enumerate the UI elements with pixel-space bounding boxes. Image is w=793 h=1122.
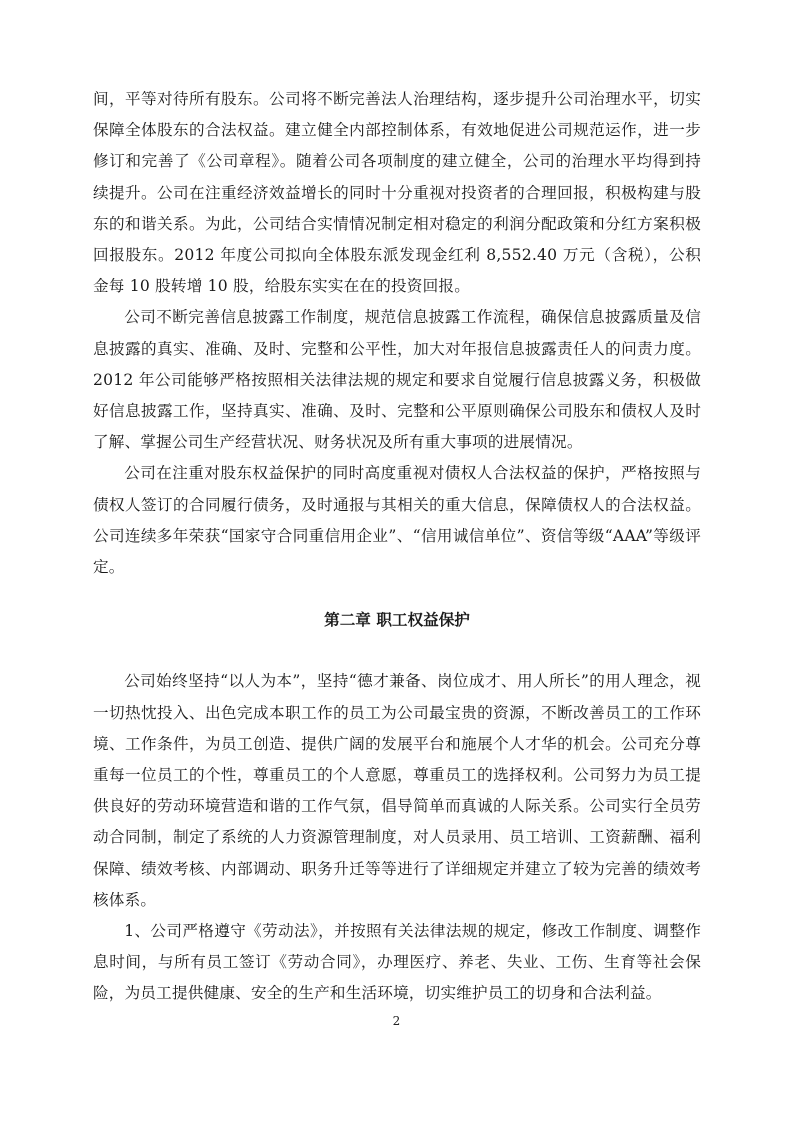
document-page [93, 84, 701, 1010]
paragraph-people-oriented: 公司始终坚持“以人为本”，坚持“德才兼备、岗位成才、用人所长”的用人理念，视一切热忱投入、出色完成本职工作的员工为公司最宝贵的资源，不断改善员工的工作环境、工作条件，为员工创造、提供广阔的发展平台和施展个人才华的机会。公司充分尊重每一位员工的个性，尊重员工的个人意愿，尊重员工的选择权利。公司努力为员工提供良好的劳动环境营造和谐的工作气氛，倡导简单而真诚的人际关系。公司实行全员劳动合同制，制定了系统的人力资源管理制度，对人员录用、员工培训、工资薪酬、福利保障、绩效考核、内部调动、职务升迁等等进行了详细规定并建立了较为完善的绩效考核体系。 [93, 672, 701, 909]
paragraph-labor-law: 1、公司严格遵守《劳动法》，并按照有关法律法规的规定，修改工作制度、调整作息时间，与所有员工签订《劳动合同》，办理医疗、养老、失业、工伤、生育等社会保险，为员工提供健康、安全的生产和生活环境，切实维护员工的切身和合法利益。 [93, 922, 701, 1003]
paragraph-shareholder-equality: 间，平等对待所有股东。公司将不断完善法人治理结构，逐步提升公司治理水平，切实保障全体股东的合法权益。建立健全内部控制体系，有效地促进公司规范运作，进一步修订和完善了《公司章程》。随着公司各项制度的建立健全，公司的治理水平均得到持续提升。公司在注重经济效益增长的同时十分重视对投资者的合理回报，积极构建与股东的和谐关系。为此，公司结合实情情况制定相对稳定的利润分配政策和分红方案积极回报股东。2012 年度公司拟向全体股东派发现金红利 8,552.40 万元（含税），公积金每 10 股转增 10 股，给股东实实在在的投资回报。 [93, 90, 701, 296]
paragraph-information-disclosure: 公司不断完善信息披露工作制度，规范信息披露工作流程，确保信息披露质量及信息披露的真实、准确、及时、完整和公平性，加大对年报信息披露责任人的问责力度。2012 年公司能够严格按照相关法律法规的规定和要求自觉履行信息披露义务，积极做好信息披露工作，坚持真实、准确、及时、完整和公平原则确保公司股东和债权人及时了解、掌握公司生产经营状况、财务状况及所有重大事项的进展情况。 [93, 308, 701, 452]
chapter-title: 第二章 职工权益保护 [324, 611, 470, 630]
paragraph-creditor-protection: 公司在注重对股东权益保护的同时高度重视对债权人合法权益的保护，严格按照与债权人签订的合同履行债务，及时通报与其相关的重大信息，保障债权人的合法权益。公司连续多年荣获“国家守合同重信用企业”、“信用诚信单位”、资信等级“AAA”等级评定。 [93, 464, 701, 577]
page-number: 2 [392, 1014, 401, 1028]
